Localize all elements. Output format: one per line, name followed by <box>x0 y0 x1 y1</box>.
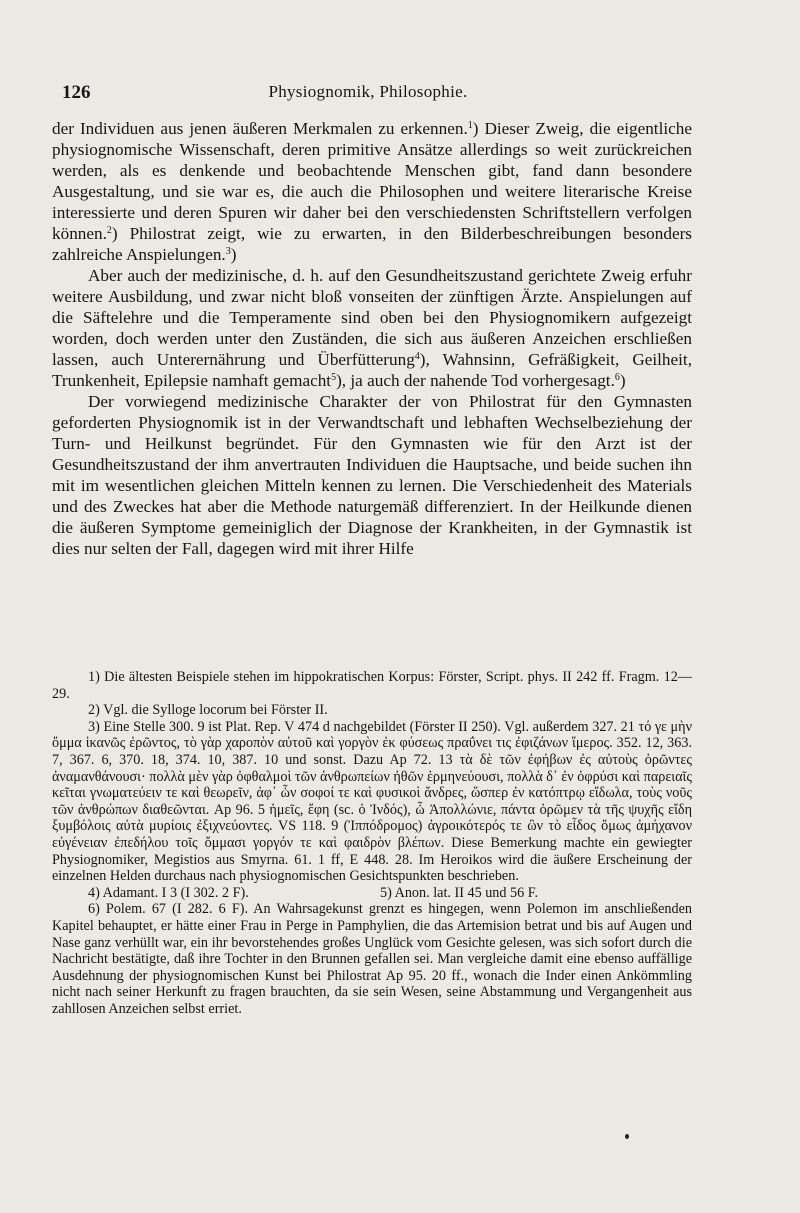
paragraph-2-text-c: ), ja auch der nahende Tod vorhergesagt. <box>336 371 615 390</box>
paragraph-2-text-a: Aber auch der medizinische, d. h. auf den Gesundheitszustand gerichtete Zweig erfuhr weitere Ausbildung, und zwar nicht bloß vonseiten der zünftigen Ärzte. Anspielungen auf die Säftelehre und die Temperamente sind oben bei den Physiognomikern aufgezeigt worden, doch werden unter den Zuständen, die sich aus äußeren Anzeichen erschließen lassen, auch Unterernährung und Überfütterung <box>52 266 692 369</box>
footnote-5: 5) Anon. lat. II 45 und 56 F. <box>380 884 539 901</box>
footnote-1: 1) Die ältesten Beispiele stehen im hippokratischen Korpus: Förster, Script. phys. II 242 ff. Fragm. 12—29. <box>52 669 692 702</box>
footnote-ref-6: 6 <box>614 372 620 383</box>
page-number: 126 <box>62 82 91 103</box>
footnote-ref-5: 5 <box>331 372 337 383</box>
footnote-ref-3: 3 <box>225 246 231 257</box>
paragraph-1-text-d: ) <box>230 245 237 264</box>
running-title: Physiognomik, Philosophie. <box>268 82 468 101</box>
paragraph-1 <box>52 118 692 265</box>
paragraph-2-text-d: ) <box>619 371 626 390</box>
paragraph-3: Der vorwiegend medizinische Charakter der von Philostrat für den Gymnasten geforderten Physiognomik ist in der Verwandtschaft und lebhaften Wechselbeziehung der Turn- und Heilkunst begründet. Für den Gymnasten wie für den Arzt ist der Gesundheitszustand der ihm anvertrauten Individuen die Hauptsache, und beide suchen ihn mit im wesentlichen gleichen Mitteln kennen zu lernen. Die Verschiedenheit des Materials und des Zweckes hat aber die Methode naturgemäß differenziert. In der Heilkunde dienen die äußeren Symptome gemeiniglich der Diagnose der Krankheiten, in der Gymnastik ist dies nur selten der Fall, dagegen wird mit ihrer Hilfe <box>52 392 692 558</box>
paragraph-2-text-b: ), Wahnsinn, Gefräßigkeit, Geilheit, Trunkenheit, Epilepsie namhaft gemacht <box>52 350 692 390</box>
footnote-3: 3) Eine Stelle 300. 9 ist Plat. Rep. V 474 d nachgebildet (Förster II 250). Vgl. außerdem 327. 21 τό γε μὴν ὄμμα ἱκανῶς ἐρῶντος, τὸ γὰρ χαροπὸν αὐτοῦ καὶ γοργὸν ἐκ φύσεως πραΰνει τις ἐφιζάνων ἵμερος. 352. 12, 363. 7, 367. 6, 370. 18, 374. 10, 387. 10 und sonst. Dazu Ap 72. 13 τὰ δὲ τῶν ἐφήβων ἐς αὐτοὺς ὁρῶντες ἀναμανθάνουσι· πολλὰ μὲν γὰρ ὀφθαλμοὶ τῶν ἀνθρωπείων ἠθῶν ἑρμηνεύουσι, πολλὰ δ᾽ ἐν ὀφρύσι καὶ παρειαῖς κεῖται γνωματεύειν τε καὶ θεωρεῖν, ἀφ᾽ ὧν σοφοί τε καὶ φυσικοὶ ἄνδρες, ὥσπερ ἐν κατόπτρῳ εἴδωλα, τοὺς νοῦς τῶν ἀνθρώπων διαθεῶνται. Ap 96. 5 ἡμεῖς, ἔφη (sc. ὁ Ἰνδός), ὦ Ἀπολλώνιε, πάντα ὁρῶμεν τὰ τῆς ψυχῆς εἴδη ξυμβόλοις αὐτὰ μυρίοις ἐξιχνεύοντες. VS 118. 9 (Ἱππόδρομος) ἀγροικότερός τε ὢν τὸ εἶδος ὅμως ἀμήχανον εὐγένειαν ἐπεδήλου τοῖς ὄμμασι γοργόν τε καὶ φαιδρὸν βλέπων. Diese Bemerkung machte ein gewiegter Physiognomiker, Megistios aus Smyrna. 61. 1 ff, E 448. 28. Im Heroikos wird die äußere Erscheinung der einzelnen Helden durchaus nach physiognomischen Gesichtspunkten beschrieben. <box>52 718 692 885</box>
footnote-4-5-row <box>52 885 692 902</box>
footnote-ref-2: 2 <box>106 225 112 236</box>
footnote-6: 6) Polem. 67 (I 282. 6 F). An Wahrsagekunst grenzt es hingegen, wenn Polemon im anschließenden Kapitel behauptet, er hätte einer Frau in Perge in Pamphylien, die das Artemision betrat und bis auf Augen und Nase ganz verhüllt war, ein ihr bevorstehendes großes Unglück vom Gesichte gelesen, was sich sofort durch die Nachricht bestätigte, daß ihre Tochter in den Brunnen gefallen sei. Man vergleiche damit eine ebenso auffällige Ausdehnung der physiognomischen Kunst bei Philostrat Ap 95. 20 ff., wonach die Inder einen Ankömmling nicht nach seiner Herkunft zu fragen brauchten, da sie sein Wesen, seine Abstammung und Vergangenheit aus zahllosen Anzeichen selbst erriet. <box>52 901 692 1017</box>
paragraph-1-text-b: ) Dieser Zweig, die eigentliche physiognomische Wissenschaft, deren primitive Ansätze allerdings so weit zurückreichen werden, als es denkende und beobachtende Menschen gibt, fand dann besondere Ausgestaltung, und sie war es, die auch die Philosophen und weitere literarische Kreise interessierte und deren Spuren wir daher bei den verschiedensten Schriftstellern verfolgen können. <box>52 119 692 243</box>
footnote-4: 4) Adamant. I 3 (I 302. 2 F). <box>88 884 249 901</box>
paragraph-1-text-a: der Individuen aus jenen äußeren Merkmalen zu erkennen. <box>52 119 468 138</box>
footnotes <box>52 669 692 1017</box>
footnote-ref-1: 1 <box>467 120 473 131</box>
footnote-2: 2) Vgl. die Sylloge locorum bei Förster II. <box>88 702 328 719</box>
paragraph-1-text-c: ) Philostrat zeigt, wie zu erwarten, in den Bilderbeschreibungen besonders zahlreiche Anspielungen. <box>52 224 692 264</box>
ink-speck <box>625 1134 629 1139</box>
footnote-ref-4: 4 <box>414 351 420 362</box>
page-header <box>62 82 674 110</box>
paragraph-2 <box>52 265 692 391</box>
main-text <box>52 118 692 559</box>
